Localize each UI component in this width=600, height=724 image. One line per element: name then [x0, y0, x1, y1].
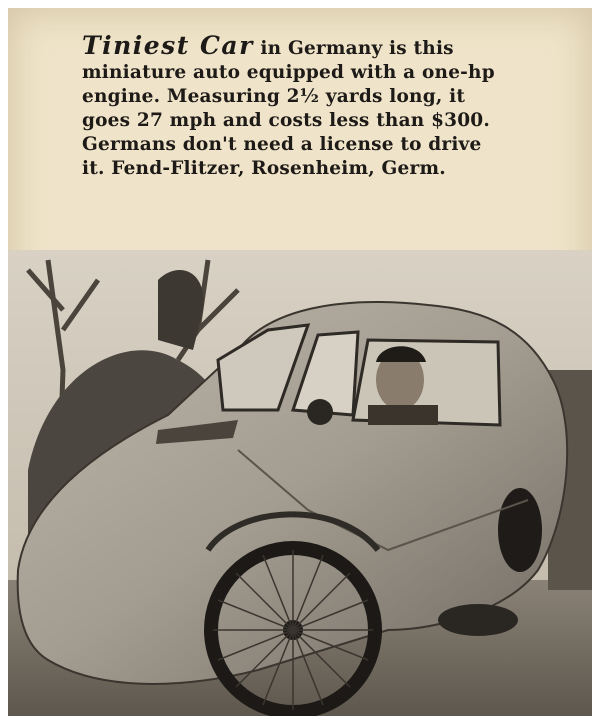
car-photo-drawing [8, 250, 592, 716]
headline: Tiniest Car [82, 31, 254, 60]
rear-wheel [438, 604, 518, 636]
magazine-clipping [8, 8, 592, 716]
caption-line: miniature auto equipped with a one-hp [82, 62, 495, 83]
caption-line [82, 31, 568, 61]
caption-line: it. Fend-Flitzer, Rosenheim, Germ. [82, 158, 446, 179]
caption-line: engine. Measuring 2½ yards long, it [82, 86, 466, 107]
front-wheel [211, 548, 375, 712]
side-mirror [307, 399, 333, 425]
air-intake [498, 488, 542, 572]
caption-line-text: in Germany is this [253, 38, 454, 59]
driver-shoulders [368, 405, 438, 425]
caption-line: goes 27 mph and costs less than $300. [82, 110, 490, 131]
caption-text [82, 31, 568, 181]
caption-line: Germans don't need a license to drive [82, 134, 482, 155]
car-photo [8, 250, 592, 716]
